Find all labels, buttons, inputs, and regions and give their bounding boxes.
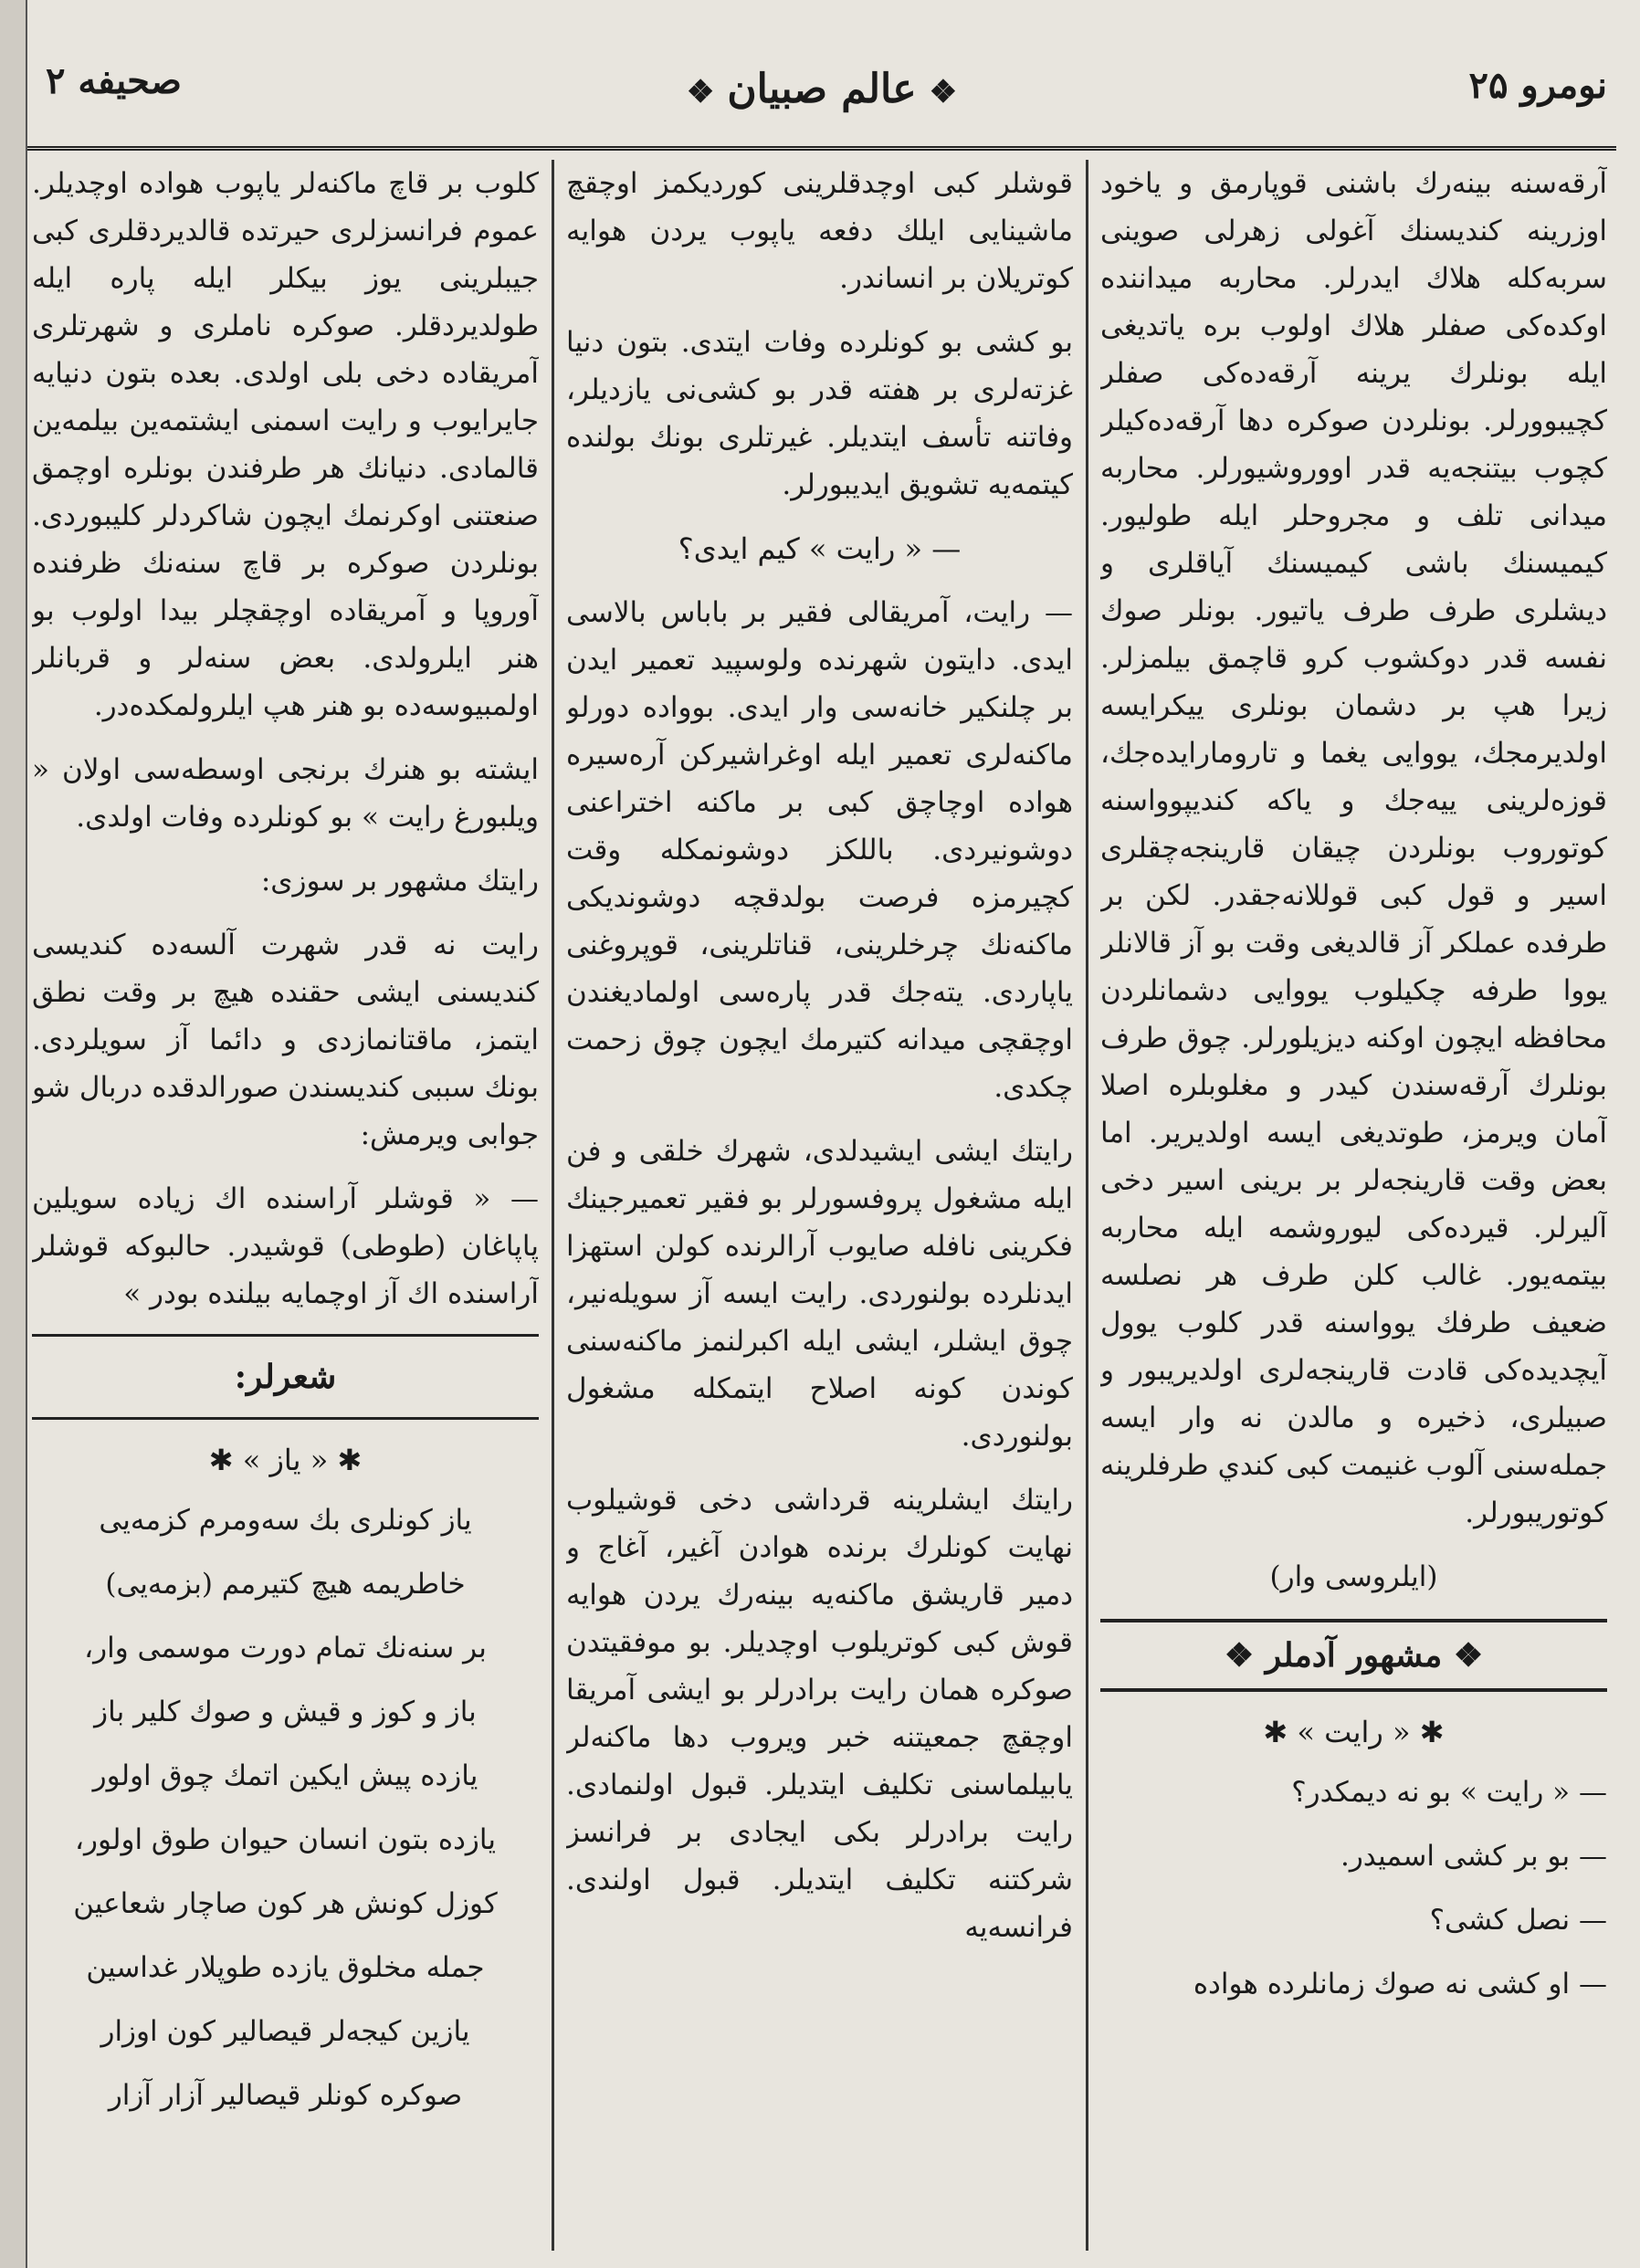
- column-right: [1100, 160, 1607, 2251]
- newspaper-title-block: [27, 66, 1616, 112]
- section-divider: [32, 1417, 539, 1420]
- ornament-icon: ❖: [686, 74, 715, 110]
- article-paragraph: رايتك ايشى ايشيدلدى، شهرك خلقى و فن ايله مشغول پروفسورلر بو فقير تعميرجينك فكرينى نافله صايوب آرالرنده كولن استهزا ايدنلرده بولنوردى. رايت ايسه آز سويله‌نير، چوق ايشلر، ايشى ايله اكبرلنمز ماكنه‌سنى كوندن كونه اصلاح ايتمكله مشغول بولنوردى.: [566, 1135, 1073, 1453]
- article-paragraph: رايت نه قدر شهرت آلسه‌ده كنديسى كنديسنى ايشى حقنده هيچ بر وقت نطق ايتمز، ماقتانمازدى و دائما آز سويلردى. بونك سببى كنديسندن صورالدقده دربال شو جوابى ويرمش:: [32, 929, 539, 1151]
- section-heading-famous-people: ❖ مشهور آدملر ❖: [1100, 1619, 1607, 1692]
- column-rule: [552, 160, 554, 2251]
- column-rule: [1086, 160, 1088, 2251]
- continued-note: (ايلروسى وار): [1269, 1560, 1438, 1593]
- article-paragraph: رايتك ايشلرينه قرداشى دخى قوشيلوب نهايت كونلرك برنده هوادن آغير، آغاج و دمير قاريشق ماكنه‌يه بينه‌رك يردن هوايه قوش كبى كوتريلوب اوچديلر. بو موفقيتدن صوكره همان رايت برادرلر بو ايشى آمريقا اوچقچ جمعيتنه خبر ويروب دها ماكنه‌لر يابيلماسنى تكليف ايتديلر. قبول اولنمادى. رايت برادرلر بكى ايجادى بر فرانسز شركتنه تكليف ايتديلر. قبول اولندى. فرانسه‌يه: [566, 1484, 1073, 1944]
- column-middle: [566, 160, 1073, 2251]
- star-icon: ✱: [328, 1443, 363, 1477]
- poem-title: ✱ « ياز » ✱: [208, 1443, 363, 1477]
- ornament-icon: ❖: [1224, 1636, 1266, 1675]
- article-paragraph: آرقه‌سنه بينه‌رك باشنى قوپارمق و ياخود اوزرينه كنديسنك آغولى زهرلى صوينى سربه‌كله هلاك ايدرلر. محاربه ميداننده اوكده‌كى صفلر هلاك اولوب بره ياتديغى ايله بونلرك يرينه آرقه‌ده‌كى صفلر كچيبوورلر. بونلردن صوكره دها آرقه‌ده‌كيلر كچوب بيتنجه‌يه قدر اووروشيورلر. محاربه ميدانى تلف و مجروحلر ايله طوليور. كيميسنك باشى كيميسنك آياقلرى و ديشلرى طرف طرف ياتيور. بونلر صوك نفسه قدر دوكشوب كرو قاچمق بيلمزلر. زيرا هپ بر دشمان بونلرى ييكرايسه اولديرمجك، يووايى يغما و تارومارايده‌جك، قوزه‌لرينى ييه‌جك و ياكه كنديپوواسنه كوتوروب بونلردن چيقان قارينجه‌چقلرى اسير و قول كبى قوللانه‌جقدر. لكن بر طرفده عملكر آز قالديغى وقت بو آز قالانلر يووا طرفه چكيلوب يووايى دشمانلردن محافظه ايچون اوكنه ديزيلورلر. چوق طرف بونلرك آرقه‌سندن كيدر و مغلوبلره اصلا آمان ويرمز، طوتديغى ايسه اولديرير. اما بعض وقت قارينجه‌لر بر برينى اسير دخى آليرلر. قيرده‌كى ليوروشمه ايله محاربه بيتمه‌يور. غالب كلن طرف هر نصلسه ضعيف طرفك يوواسنه قدر كلوب يوول آيچديده‌كى قادت قارينجه‌لرى اولديريبور و صبيلرى، ذخيره و مالدن نه وار ايسه جمله‌سنى آلوب غنيمت كبى كندي طرفلرينه كوتوريبورلر.: [1100, 167, 1607, 1529]
- article-paragraph: قوشلر كبى اوچدقلرينى كورديكمز اوچقچ ماشينايى ايلك دفعه ياپوب يردن هوايه كوتريلان بر انساندر.: [566, 167, 1073, 295]
- poem-line: يازين كيجه‌لر قيصالير كون اوزار: [100, 2015, 470, 2048]
- newspaper-title: عالم صبيان: [727, 66, 917, 112]
- dialog-line: — او كشى نه صوك زمانلرده هواده: [1193, 1968, 1607, 2000]
- section-heading-poems: شعرلر:: [234, 1358, 337, 1396]
- page-sheet: [27, 46, 1616, 2255]
- star-icon: ✱: [1263, 1715, 1298, 1749]
- dialog-line: — نصل كشى؟: [1429, 1904, 1607, 1937]
- poem-line: باز و كوز و قيش و صوك كلير باز: [94, 1696, 477, 1728]
- poem-line: ياز كونلرى بك سه‌ومرم كزمه‌يى: [99, 1504, 472, 1537]
- masthead: [27, 46, 1616, 151]
- star-icon: ✱: [208, 1443, 243, 1477]
- page-number: صحيفه ۲: [46, 59, 182, 102]
- poem-line: يازده پيش ايكين اتمك چوق اولور: [92, 1759, 478, 1792]
- poem-line: جمله مخلوق يازده طوپلار غداسين: [86, 1951, 485, 1984]
- poem-line: بر سنه‌نك تمام دورت موسمى وار،: [84, 1632, 487, 1664]
- ornament-icon: ❖: [929, 74, 958, 110]
- article-subheading: ✱ « رايت » ✱: [1263, 1715, 1445, 1749]
- article-subheading: — « رايت » كيم ايدى؟: [678, 531, 962, 566]
- dialog-line: — « رايت » بو نه ديمكدر؟: [1291, 1776, 1607, 1809]
- poem-line: يازده بتون انسان حيوان طوق اولور،: [75, 1823, 496, 1856]
- adjacent-page-edge: [0, 0, 27, 2268]
- section-divider: [32, 1334, 539, 1337]
- ornament-icon: ❖: [1442, 1636, 1484, 1675]
- star-icon: ✱: [1410, 1715, 1445, 1749]
- poem-line: خاطريمه هيچ كتيرمم (بزمه‌يى): [105, 1568, 466, 1601]
- article-paragraph: كلوب بر قاچ ماكنه‌لر ياپوب هواده اوچديلر. عموم فرانسزلرى حيرتده قالديردقلرى كبى جيبلرينى يوز بيكلر ايله پاره ايله طولديردقلر. صوكره ناملرى و شهرتلرى آمريقاده دخى بلى اولدى. بعده بتون دنيايه جايرايوب و رايت اسمنى ايشتمه‌ين بيلمه‌ين قالمادى. دنيانك هر طرفندن بونلره اوچمق صنعتنى اوكرنمك ايچون شاكردلر كليبوردى. بونلردن صوكره بر قاچ سنه‌نك ظرفنده آوروپا و آمريقاده اوچقچلر بيدا اولوب بو هنر ايلرولدى. بعض سنه‌لر و قربانلر اولمبيوسه‌ده بو هنر هپ ايلرولمكده‌در.: [32, 167, 539, 722]
- column-left: [32, 160, 539, 2251]
- article-paragraph: ايشته بو هنرك برنجى اوسطه‌سى اولان « ويلبورغ رايت » بو كونلرده وفات اولدى.: [32, 753, 539, 834]
- article-paragraph: — رايت، آمريقالى فقير بر باباس بالاسى ايدى. دايتون شهرنده ولوسپيد تعمير ايدن بر چلنكير خانه‌سى وار ايدى. بوواده دورلو ماكنه‌لرى تعمير ايله اوغراشيركن آره‌سيره هواده اوچاچق كبى بر ماكنه اختراعنى دوشونيردى. باللكز دوشونمكله وقت كچيرمزه فرصت بولدقچه دوشونديكى ماكنه‌نك چرخلرينى، قناتلرينى، قوپروغنى ياپاردى. يته‌جك قدر پاره‌سى اولماديغندن اوچقچى ميدانه كتيرمك ايچون چوق زحمت چكدى.: [566, 596, 1073, 1104]
- article-paragraph: رايتك مشهور بر سوزى:: [260, 865, 539, 898]
- poem-line: كوزل كونش هر كون صاچار شعاعين: [73, 1887, 498, 1920]
- poem-line: صوكره كونلر قيصالير آزار آزار: [108, 2079, 463, 2112]
- issue-number: نومرو ۲۵: [1468, 64, 1607, 107]
- article-paragraph: — « قوشلر آراسنده اك زياده سويلين پاپاغان (طوطى) قوشيدر. حالبوكه قوشلر آراسنده اك آز اوچمايه بيلنده بودر »: [32, 1182, 539, 1310]
- article-paragraph: بو كشى بو كونلرده وفات ايتدى. بتون دنيا غزته‌لرى بر هفته قدر بو كشى‌نى يازديلر، وفاتنه تأسف ايتديلر. غيرتلرى بونك بولنده كيتمه‌يه تشويق ايديبورلر.: [566, 326, 1073, 501]
- dialog-line: — بو بر كشى اسميدر.: [1340, 1840, 1607, 1873]
